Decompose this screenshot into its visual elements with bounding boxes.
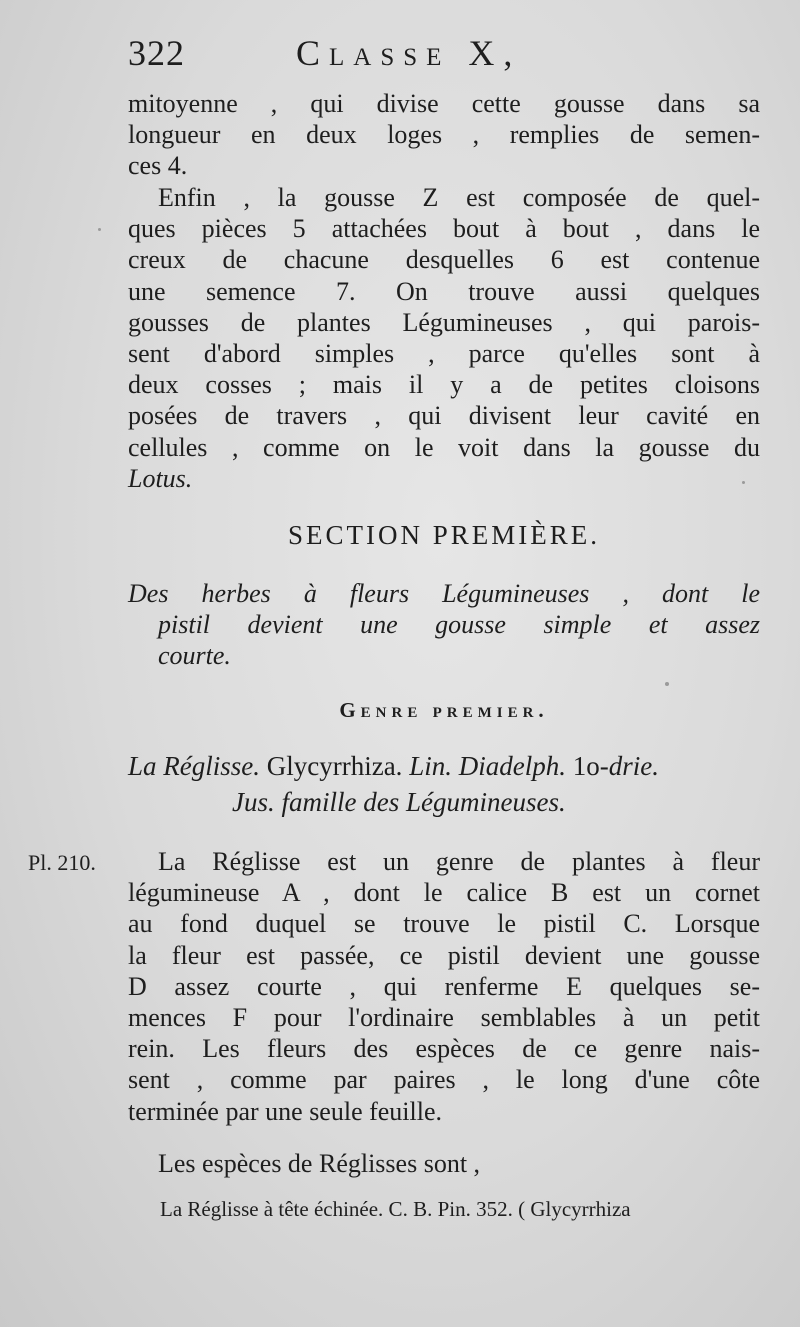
genus-name-latin: Glycyrrhiza. [260,751,410,781]
text-line: D assez courte , qui renferme E quelques se- [128,971,760,1001]
paragraph-3 [128,846,760,1127]
text-line: longueur en deux loges , remplies de semen- [128,120,760,150]
paragraph-2 [128,182,760,494]
jussieu-family: Jus. famille des Légumineuses. [232,787,566,817]
text-line: courte. [158,641,231,671]
text-line: Les espèces de Réglisses sont , [158,1149,481,1178]
genus-heading [128,748,760,820]
text-line: mences F pour l'ordinaire semblables à un petit [128,1003,760,1033]
page-header [128,30,768,80]
section-title: SECTION PREMIÈRE. [287,520,600,550]
paper-speck [742,481,745,484]
text-line: creux de chacune desquelles 6 est contenue [128,245,760,275]
section-subtitle [128,578,760,672]
paragraph-1 [128,88,760,182]
text-line: ces 4. [128,151,188,181]
text-line: pistil devient une gousse simple et assez [158,610,760,640]
text-line: posées de travers , qui divisent leur cavité en [128,401,760,431]
text-line: Enfin , la gousse Z est composée de quel- [158,183,760,212]
text-line: mitoyenne , qui divise cette gousse dans sa [128,89,760,118]
text-line: deux cosses ; mais il y a de petites cloisons [128,370,760,400]
text-line: sent , comme par paires , le long d'une côte [128,1065,760,1095]
linnaeus-class: Lin. Diadelph. [409,751,566,781]
paper-speck [98,228,101,231]
text-line: sent d'abord simples , parce qu'elles sont à [128,339,760,369]
text-line: une semence 7. On trouve aussi quelques [128,276,760,306]
text-line: La Réglisse est un genre de plantes à fleur [158,847,760,876]
text-line: gousses de plantes Légumineuses , qui parois- [128,307,760,337]
species-entry: La Réglisse à tête échinée. C. B. Pin. 352. ( Glycyrrhiza [160,1197,631,1221]
text-line: rein. Les fleurs des espèces de ce genre nais- [128,1034,760,1064]
text-line: la fleur est passée, ce pistil devient une gousse [128,940,760,970]
text-line: Des herbes à fleurs Légumineuses , dont le [128,579,760,608]
page-number: 322 [128,33,185,73]
running-head: Classe X, [296,33,522,73]
genre-title: Genre premier. [339,698,549,722]
text-line: ques pièces 5 attachées bout à bout , dans le [128,214,760,244]
linnaeus-order: drie. [608,751,659,781]
genus-name-fr: La Réglisse. [128,751,260,781]
species-intro [128,1148,760,1179]
plate-reference: Pl. 210. [28,850,96,875]
paper-speck [665,682,669,686]
text-line: Lotus. [128,463,193,493]
text-line: légumineuse A , dont le calice B est un cornet [128,878,760,908]
text-line: terminée par une seule feuille. [128,1096,443,1126]
text-line: au fond duquel se trouve le pistil C. Lorsque [128,909,760,939]
linnaeus-order-num: 1o- [565,751,609,781]
text-line: cellules , comme on le voit dans la gousse du [128,432,760,462]
